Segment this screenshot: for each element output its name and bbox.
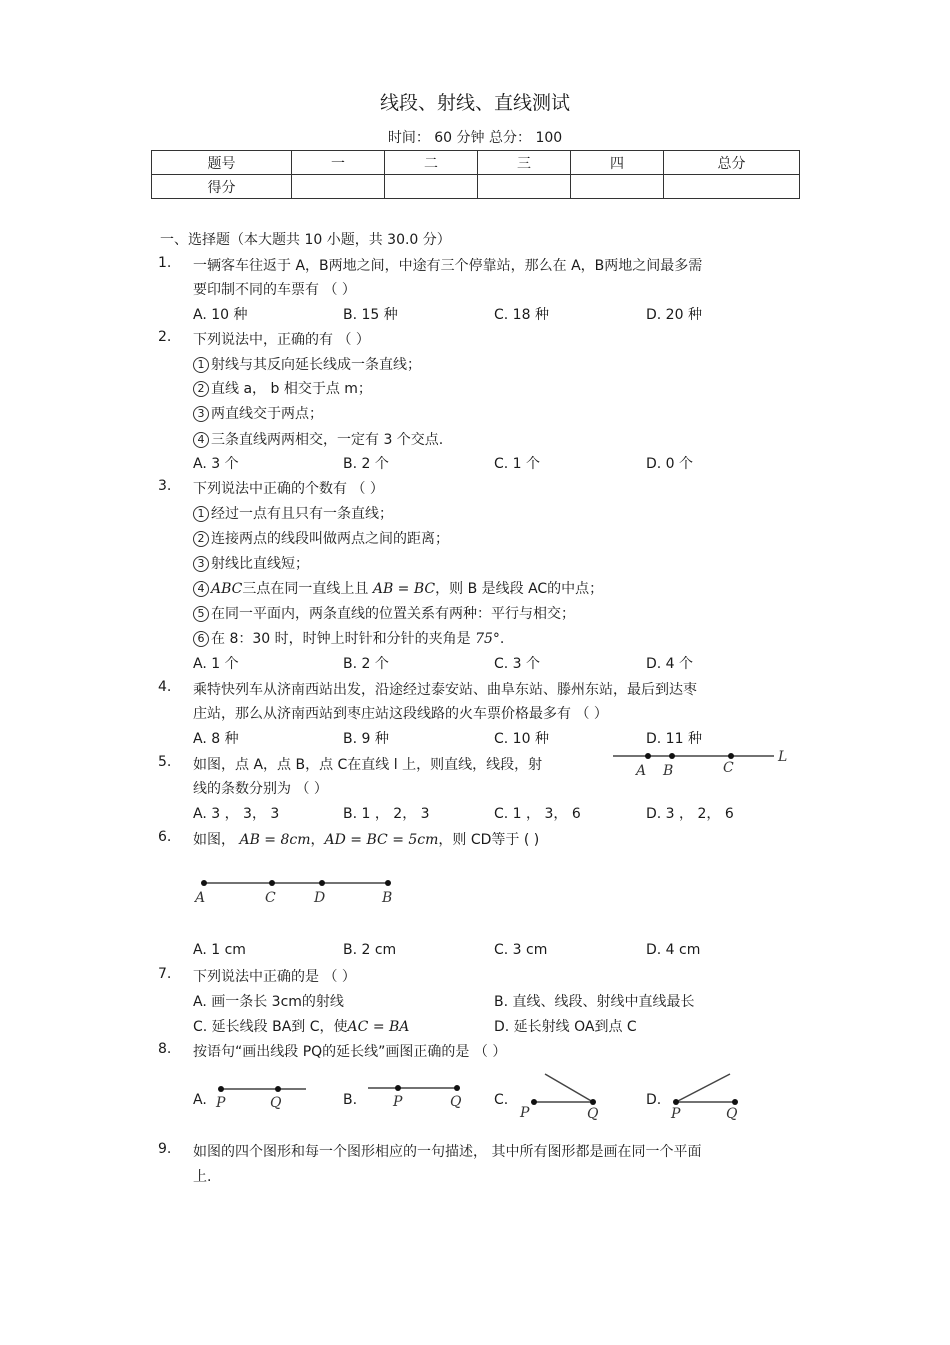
option-b: B. 2 cm [343, 942, 397, 958]
label-p: P [393, 1094, 403, 1110]
statement-text: 射线与其反向延长线成一条直线； [211, 357, 421, 373]
point-q [275, 1086, 281, 1092]
score-cell [664, 175, 800, 199]
page-title: 线段、射线、直线测试 [379, 92, 570, 114]
option-b: B. 2 个 [343, 656, 389, 672]
option-a: A. 10 种 [193, 307, 248, 323]
score-cell [571, 175, 664, 199]
question-text: 按语句“画出线段 PQ的延长线”画图正确的是 （ ） [193, 1044, 507, 1060]
label-q: Q [587, 1106, 599, 1120]
score-cell [478, 175, 571, 199]
stem-text: ，则 CD等于 ( ) [438, 832, 540, 848]
option-b: B. 1 ， 2， 3 [343, 806, 430, 822]
option-b: B. 2 个 [343, 456, 389, 472]
question-text: 线的条数分别为 （ ） [193, 781, 328, 797]
segment-figure-q6 [192, 872, 407, 908]
question-number: 5. [158, 754, 172, 770]
score-cell: 一 [292, 151, 385, 175]
statement-text: . [499, 631, 505, 647]
statement-item [193, 578, 603, 598]
question-number: 1. [158, 255, 172, 271]
circled-number: 3 [193, 406, 209, 422]
circled-number: 6 [193, 631, 209, 647]
question-number: 6. [158, 829, 172, 845]
score-table-score-row [152, 175, 800, 199]
option-a: A. 3 个 [193, 456, 239, 472]
option-c: C. 3 cm [494, 942, 548, 958]
statement-text: 射线比直线短； [211, 556, 309, 572]
figure-option-d [664, 1070, 754, 1120]
circled-number: 2 [193, 381, 209, 397]
option-d: D. 延长射线 OA到点 C [494, 1019, 637, 1035]
statement-item [193, 553, 309, 573]
label-q: Q [450, 1094, 462, 1110]
point-q [590, 1099, 596, 1105]
question-text: 下列说法中，正确的有 （ ） [193, 332, 370, 348]
drawn-line [676, 1074, 730, 1102]
section-heading: 一、选择题（本大题共 10 小题，共 30.0 分） [160, 232, 451, 248]
option-a: A. 画一条长 3cm的射线 [193, 994, 344, 1010]
statement-text: 直线 a， b 相交于点 m； [211, 381, 372, 397]
option-d: D. 20 种 [646, 307, 702, 323]
score-cell: 得分 [152, 175, 292, 199]
label-c: C [265, 890, 276, 906]
math-expression: 75° [475, 631, 500, 647]
figure-option-c [515, 1070, 605, 1120]
question-number: 2. [158, 329, 172, 345]
point-b [669, 753, 675, 759]
circled-number: 4 [193, 581, 209, 597]
score-table [151, 150, 800, 199]
option-a: A. [193, 1092, 207, 1108]
question-text: 下列说法中正确的个数有 （ ） [193, 481, 384, 497]
circled-number: 2 [193, 531, 209, 547]
question-text: 下列说法中正确的是 （ ） [193, 969, 356, 985]
math-expression: AC = BA [347, 1019, 410, 1035]
exam-info: 时间： 60 分钟 总分： 100 [387, 130, 563, 146]
option-c: C. 1 个 [494, 456, 541, 472]
circled-number: 4 [193, 432, 209, 448]
question-number: 4. [158, 679, 172, 695]
option-b: B. [343, 1092, 358, 1108]
option-c [193, 1016, 409, 1036]
label-a: A [636, 763, 647, 779]
point-c [269, 880, 275, 886]
statement-item [193, 378, 372, 398]
question-number: 9. [158, 1141, 172, 1157]
circled-number: 1 [193, 506, 209, 522]
option-d: D. 0 个 [646, 456, 694, 472]
option-d: D. 11 种 [646, 731, 702, 747]
label-b: B [663, 763, 674, 779]
option-c: C. [494, 1092, 509, 1108]
statement-text: 三点在同一直线上且 [242, 581, 373, 597]
label-a: A [195, 890, 206, 906]
statement-text: ，则 B 是线段 AC的中点； [435, 581, 604, 597]
score-cell: 总分 [664, 151, 800, 175]
option-c: C. 18 种 [494, 307, 549, 323]
line-figure-q5 [610, 744, 795, 780]
label-c: C [723, 760, 734, 776]
question-text: 上. [193, 1169, 212, 1185]
question-text: 要印制不同的车票有 （ ） [193, 282, 356, 298]
score-cell: 四 [571, 151, 664, 175]
circled-number: 5 [193, 606, 209, 622]
option-a: A. 3 ， 3， 3 [193, 806, 280, 822]
option-text: C. 延长线段 BA到 C，使 [193, 1019, 348, 1035]
question-text: 如图，点 A，点 B，点 C在直线 l 上，则直线，线段，射 [193, 757, 543, 773]
statement-item [193, 354, 421, 374]
label-p: P [671, 1106, 681, 1120]
point-q [454, 1085, 460, 1091]
label-b: B [382, 890, 393, 906]
statement-item [193, 403, 323, 423]
question-number: 3. [158, 478, 172, 494]
statement-item [193, 503, 393, 523]
drawn-line [545, 1074, 593, 1102]
math-expression: AB = 8cm [239, 832, 311, 848]
stem-text: 如图， [193, 832, 240, 848]
figure-option-b [365, 1077, 465, 1111]
score-cell: 二 [385, 151, 478, 175]
question-text: 一辆客车往返于 A，B两地之间，中途有三个停靠站，那么在 A，B两地之间最多需 [193, 258, 703, 274]
statement-item [193, 528, 449, 548]
statement-text: 经过一点有且只有一条直线； [211, 506, 393, 522]
statement-text: 在同一平面内，两条直线的位置关系有两种：平行与相交； [211, 606, 575, 622]
option-d: D. 3 ， 2， 6 [646, 806, 734, 822]
point-p [673, 1099, 679, 1105]
statement-item [193, 603, 575, 623]
statement-text: 在 8：30 时，时钟上时针和分针的夹角是 [211, 631, 476, 647]
option-a: A. 8 种 [193, 731, 239, 747]
option-d: D. 4 个 [646, 656, 694, 672]
label-d: D [314, 890, 326, 906]
label-p: P [216, 1095, 226, 1111]
score-cell: 三 [478, 151, 571, 175]
option-b: B. 直线、线段、射线中直线最长 [494, 994, 695, 1010]
label-q: Q [270, 1095, 282, 1111]
option-d: D. [646, 1092, 662, 1108]
stem-text: ， [310, 832, 325, 848]
point-a [201, 880, 207, 886]
point-p [531, 1099, 537, 1105]
label-q: Q [726, 1106, 738, 1120]
question-text: 庄站，那么从济南西站到枣庄站这段线路的火车票价格最多有 （ ） [193, 706, 608, 722]
circled-number: 3 [193, 556, 209, 572]
point-p [218, 1086, 224, 1092]
score-table-header-row [152, 151, 800, 175]
score-cell: 题号 [152, 151, 292, 175]
statement-text: 连接两点的线段叫做两点之间的距离； [211, 531, 449, 547]
option-b: B. 9 种 [343, 731, 389, 747]
statement-item [193, 429, 443, 449]
option-c: C. 10 种 [494, 731, 549, 747]
point-c [728, 753, 734, 759]
question-number: 7. [158, 966, 172, 982]
figure-option-a [212, 1078, 312, 1112]
point-b [385, 880, 391, 886]
option-a: A. 1 cm [193, 942, 246, 958]
math-expression: AD = BC = 5cm [324, 832, 439, 848]
question-text: 乘特快列车从济南西站出发，沿途经过泰安站、曲阜东站、滕州东站，最后到达枣 [193, 682, 697, 698]
score-cell [292, 175, 385, 199]
option-b: B. 15 种 [343, 307, 398, 323]
option-c: C. 1 ， 3， 6 [494, 806, 581, 822]
point-d [319, 880, 325, 886]
point-p [395, 1085, 401, 1091]
option-c: C. 3 个 [494, 656, 541, 672]
question-text [193, 829, 539, 849]
option-d: D. 4 cm [646, 942, 701, 958]
score-cell [385, 175, 478, 199]
question-text: 如图的四个图形和每一个图形相应的一句描述， 其中所有图形都是画在同一个平面 [193, 1144, 702, 1160]
point-a [645, 753, 651, 759]
math-expression: ABC [211, 581, 243, 597]
statement-text: 两直线交于两点； [211, 406, 323, 422]
question-number: 8. [158, 1041, 172, 1057]
statement-text: 三条直线两两相交，一定有 3 个交点. [211, 432, 444, 448]
statement-item [193, 628, 504, 648]
label-p: P [520, 1105, 530, 1120]
math-expression: AB = BC [372, 581, 436, 597]
option-a: A. 1 个 [193, 656, 239, 672]
circled-number: 1 [193, 357, 209, 373]
label-l: L [778, 749, 788, 765]
point-q [732, 1099, 738, 1105]
